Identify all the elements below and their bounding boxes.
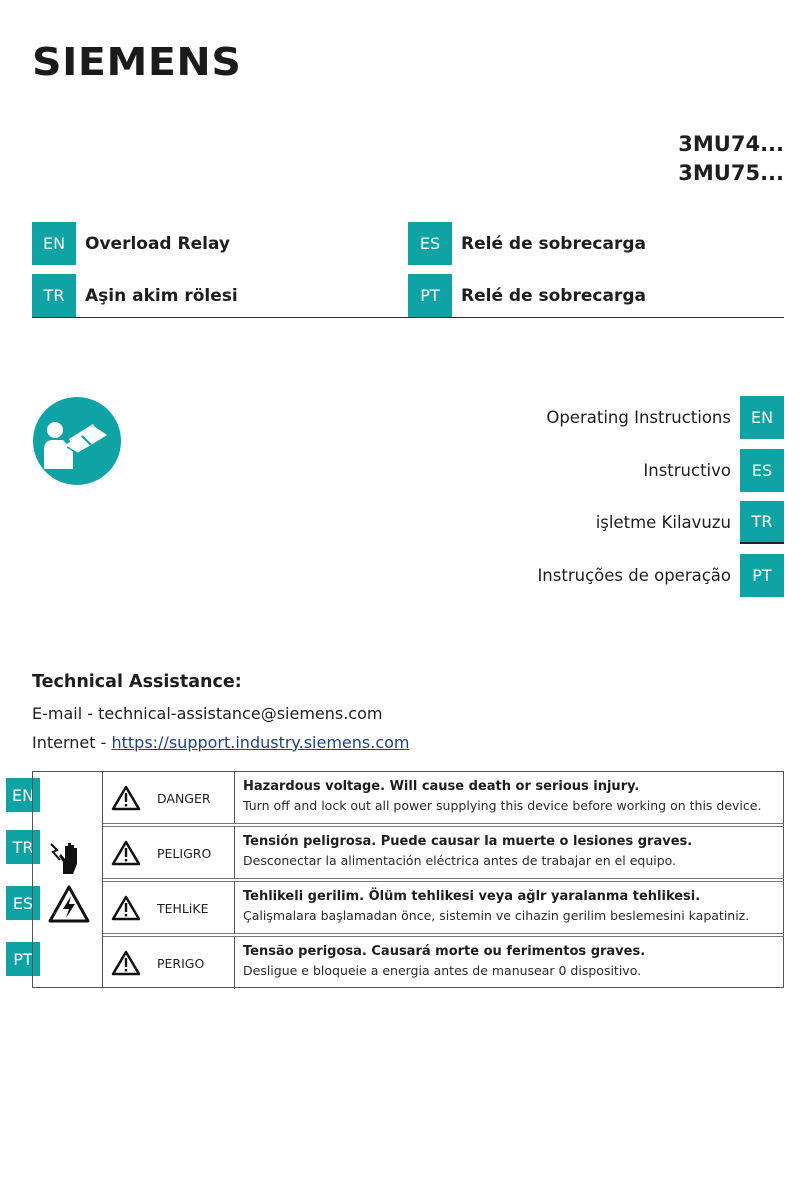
language-tag-pt: PT — [408, 274, 452, 317]
warning-body: Desligue e bloqueie a energia antes de manusear 0 dispositivo. — [243, 963, 642, 978]
instruction-text: Instructivo — [643, 461, 731, 480]
signal-cell — [103, 882, 235, 934]
warning-triangle-icon — [111, 785, 141, 811]
warning-body: Turn off and lock out all power supplying this device before working on this device. — [243, 798, 762, 813]
title-text: Aşin akim rölesi — [85, 285, 238, 306]
tech-email: E-mail - technical-assistance@siemens.com — [32, 704, 383, 723]
instruction-text: Operating Instructions — [546, 408, 731, 427]
instruction-en — [546, 396, 784, 439]
warning-message — [243, 778, 779, 816]
warning-message — [243, 833, 779, 871]
signal-cell — [103, 827, 235, 879]
warning-triangle-icon — [111, 895, 141, 921]
warning-headline: Hazardous voltage. Will cause death or serious injury. — [243, 779, 640, 794]
model-numbers — [678, 130, 784, 188]
side-tag-es: ES — [6, 886, 40, 920]
warning-row-pt — [103, 937, 783, 989]
instruction-tr — [596, 501, 784, 544]
model-number: 3MU74... — [678, 132, 784, 156]
signal-word: DANGER — [157, 790, 211, 806]
warning-message — [243, 888, 779, 926]
model-number: 3MU75... — [678, 161, 784, 185]
language-tag-en: EN — [32, 222, 76, 265]
hazard-symbol-column — [33, 772, 103, 987]
side-tag-pt: PT — [6, 942, 40, 976]
instruction-es — [643, 449, 784, 492]
title-en — [32, 222, 230, 265]
language-tag-es: ES — [740, 449, 784, 492]
title-divider — [32, 317, 784, 318]
warning-row-es — [103, 827, 783, 879]
instruction-text: işletme Kilavuzu — [595, 513, 731, 532]
title-text: Relé de sobrecarga — [461, 285, 646, 306]
warning-row-tr — [103, 882, 783, 934]
signal-word: PELIGRO — [157, 845, 212, 861]
warning-headline: Tensión peligrosa. Puede causar la muerte o lesiones graves. — [243, 834, 693, 849]
warning-triangle-icon — [111, 950, 141, 976]
instruction-pt — [537, 554, 784, 597]
warning-body: Desconectar la alimentación eléctrica antes de trabajar en el equipo. — [243, 853, 677, 868]
title-es — [408, 222, 646, 265]
instruction-text: Instruções de operação — [537, 566, 731, 585]
language-tag-pt: PT — [740, 554, 784, 597]
internet-label: Internet - — [32, 733, 112, 752]
language-tag-en: EN — [740, 396, 784, 439]
warning-row-en — [103, 772, 783, 824]
language-tag-tr: TR — [32, 274, 76, 317]
side-tag-tr: TR — [6, 830, 40, 864]
safety-warning-table — [32, 771, 784, 988]
side-tag-en: EN — [6, 778, 40, 812]
high-voltage-warning-icon — [48, 885, 90, 923]
tech-assistance-title: Technical Assistance: — [32, 672, 242, 692]
title-pt — [408, 274, 646, 317]
siemens-logo: SIEMENS — [32, 40, 242, 84]
electric-shock-hand-icon — [49, 838, 87, 876]
title-tr — [32, 274, 238, 317]
tech-internet — [32, 733, 409, 752]
signal-cell — [103, 937, 235, 989]
title-text: Overload Relay — [85, 233, 230, 254]
signal-word: TEHLiKE — [157, 900, 209, 916]
warning-triangle-icon — [111, 840, 141, 866]
warning-headline: Tehlikeli gerilim. Ölüm tehlikesi veya ağlr yaralanma tehlikesi. — [243, 889, 701, 904]
read-manual-icon — [33, 397, 121, 485]
title-text: Relé de sobrecarga — [461, 233, 646, 254]
warning-message — [243, 943, 779, 981]
language-tag-es: ES — [408, 222, 452, 265]
warning-body: Çalişmalara başlamadan önce, sistemin ve cihazin gerilim beslemesini kapatiniz. — [243, 908, 750, 923]
language-tag-tr: TR — [740, 501, 784, 544]
support-link[interactable]: https://support.industry.siemens.com — [111, 733, 410, 752]
signal-cell — [103, 772, 235, 824]
warning-headline: Tensão perigosa. Causará morte ou ferimentos graves. — [243, 944, 646, 959]
signal-word: PERIGO — [157, 955, 205, 971]
